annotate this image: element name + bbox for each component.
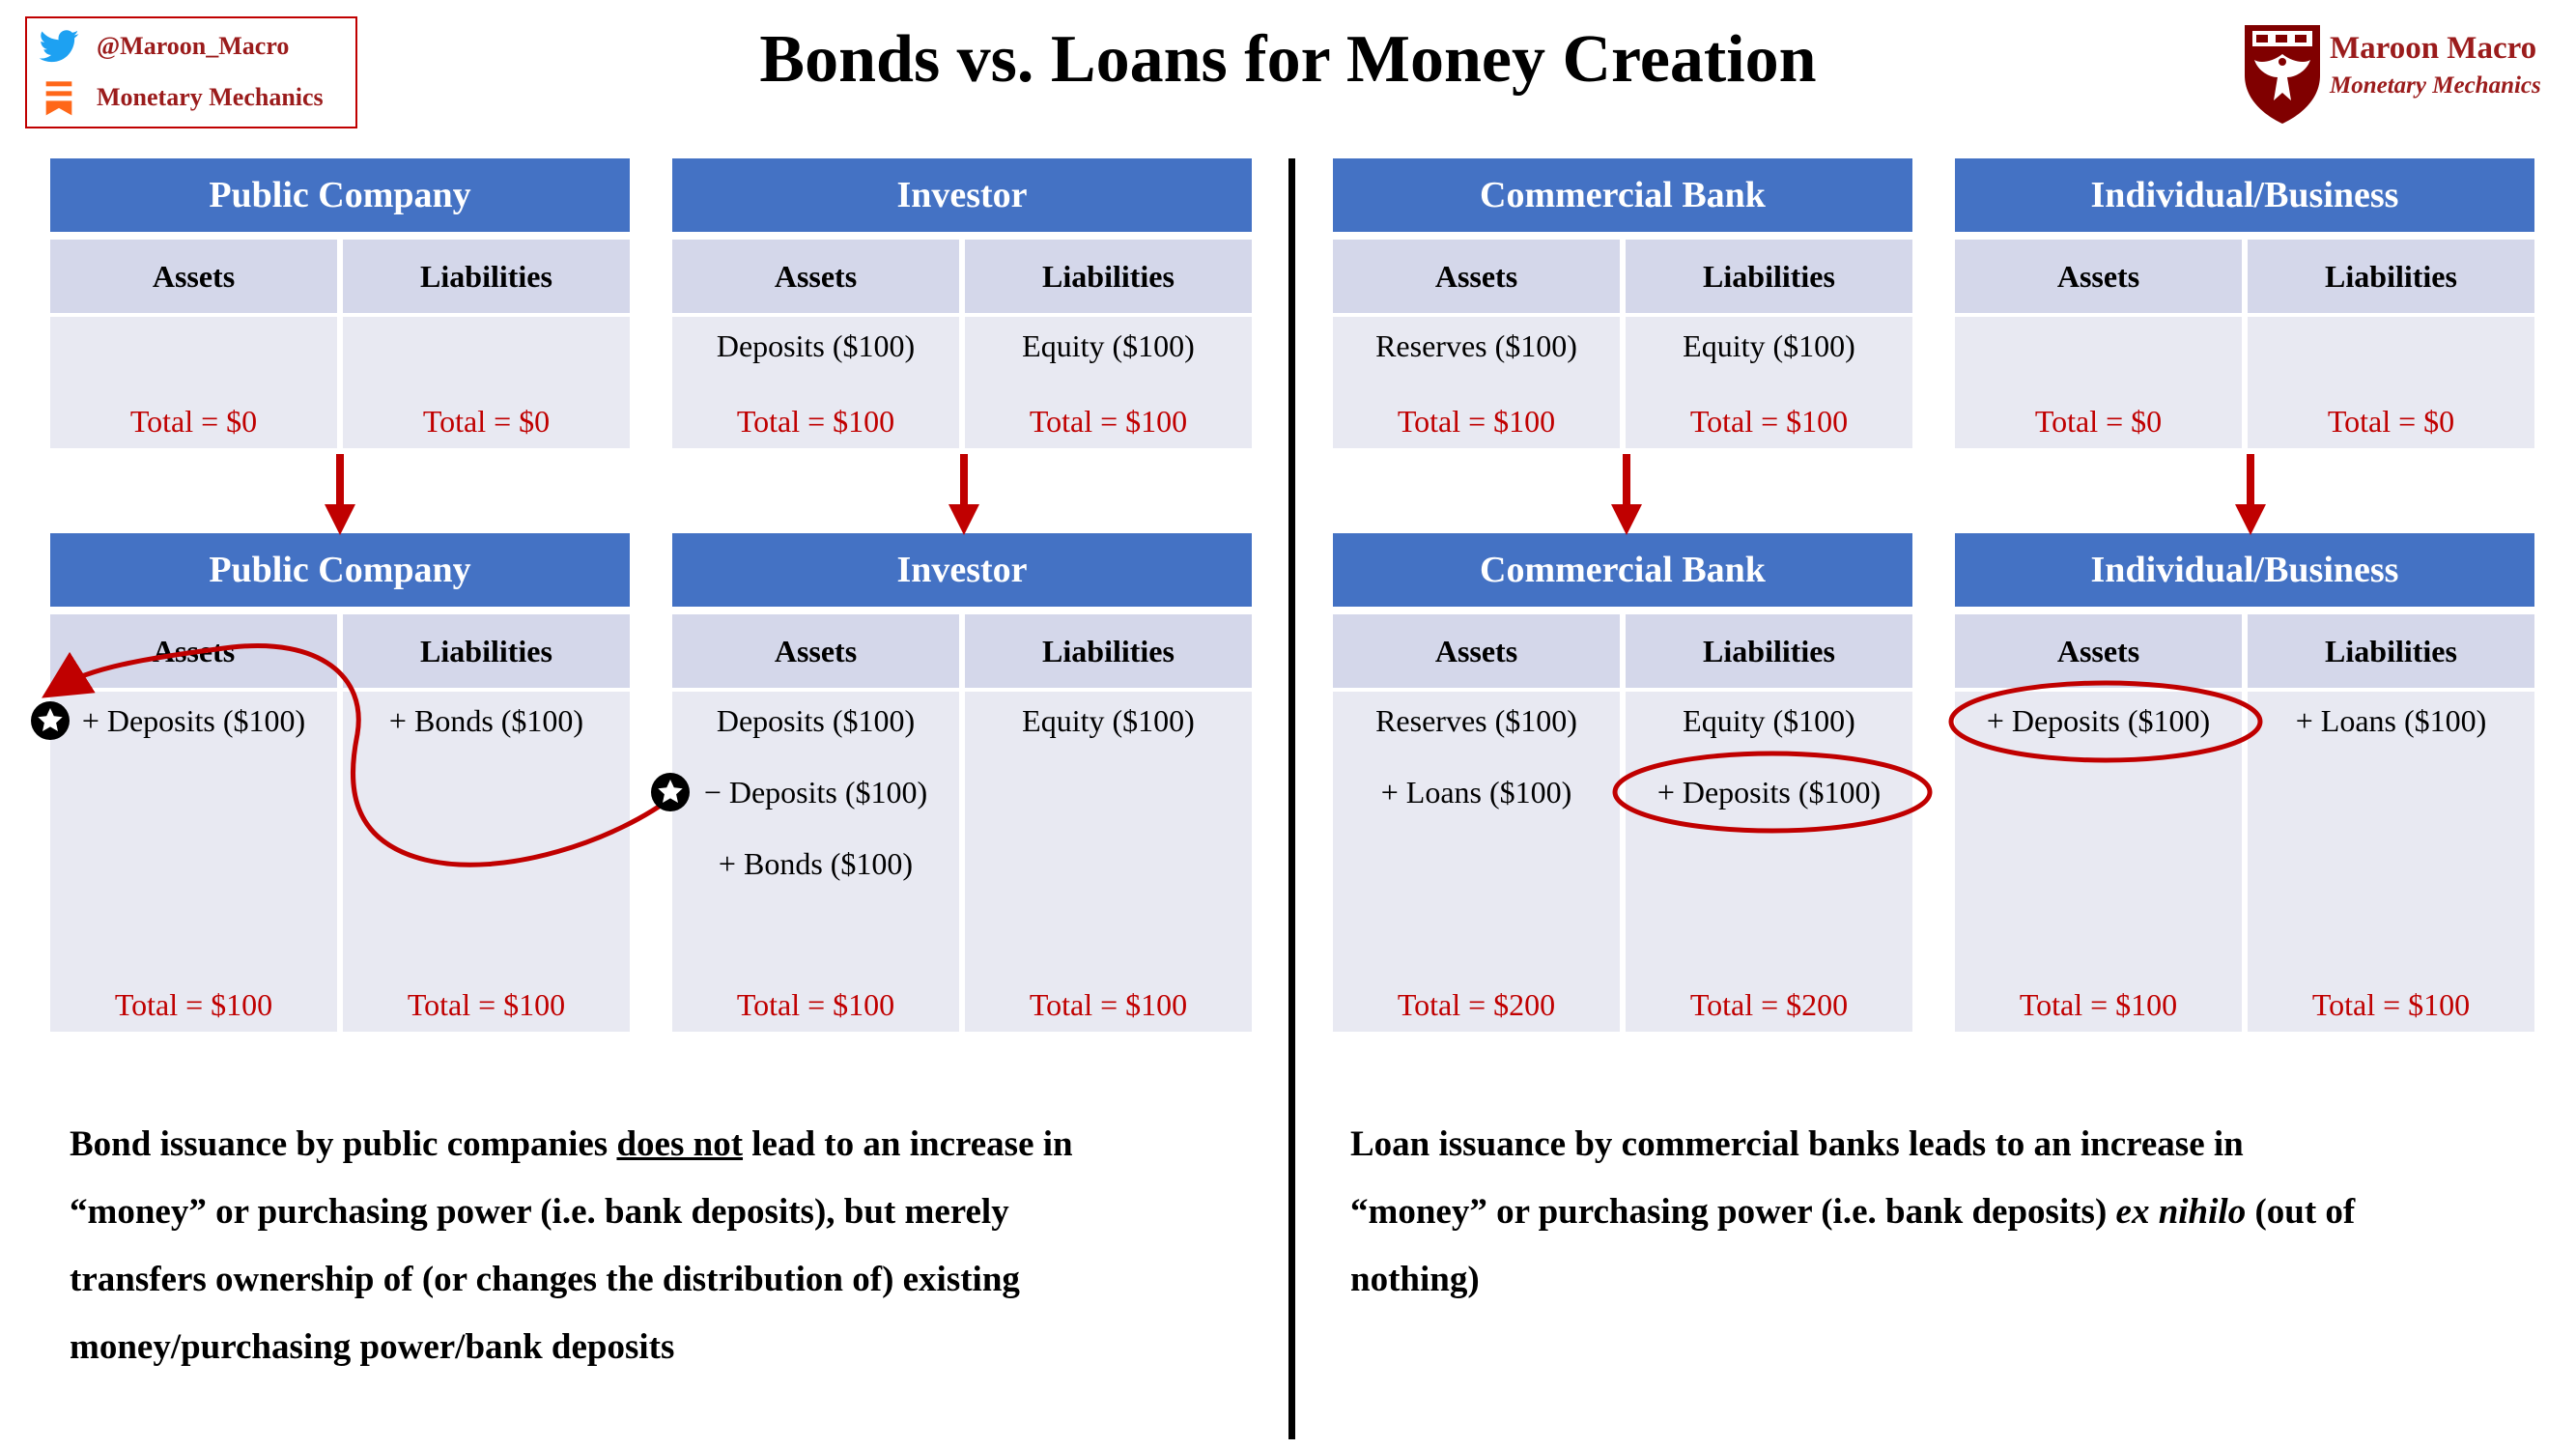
balance-sheet-ib-after xyxy=(1955,533,2534,1032)
liabilities-column xyxy=(343,240,630,439)
asset-entry: Deposits ($100) xyxy=(716,328,916,363)
liabilities-header: Liabilities xyxy=(1626,614,1912,688)
liabilities-cell xyxy=(965,317,1252,448)
page-title: Bonds vs. Loans for Money Creation xyxy=(759,22,1817,97)
asset-entry: Reserves ($100) xyxy=(1375,703,1577,738)
liability-entry: Equity ($100) xyxy=(1683,703,1855,738)
assets-cell xyxy=(50,317,337,448)
assets-cell xyxy=(672,317,959,448)
asset-entry: Deposits ($100) xyxy=(716,703,916,738)
assets-column xyxy=(672,240,959,439)
assets-total: Total = $100 xyxy=(2019,987,2178,1022)
liabilities-cell xyxy=(2248,317,2534,448)
liability-entry: Equity ($100) xyxy=(1022,328,1195,363)
assets-cell xyxy=(1955,317,2242,448)
asset-entry: + Deposits ($100) xyxy=(1986,703,2211,738)
down-arrow-icon xyxy=(2231,454,2270,535)
liabilities-header: Liabilities xyxy=(965,614,1252,688)
liabilities-header: Liabilities xyxy=(965,240,1252,313)
assets-column xyxy=(672,614,959,1022)
bond-caption xyxy=(70,1111,1258,1381)
assets-header: Assets xyxy=(1333,614,1620,688)
liabilities-header: Liabilities xyxy=(343,614,630,688)
brand-name: Maroon Macro xyxy=(2330,31,2537,66)
assets-column xyxy=(50,240,337,439)
assets-cell xyxy=(1333,692,1620,1032)
balance-sheet-ib-before xyxy=(1955,158,2534,448)
liabilities-column xyxy=(2248,240,2534,439)
assets-column xyxy=(1333,240,1620,439)
liabilities-header: Liabilities xyxy=(2248,614,2534,688)
table-title: Individual/Business xyxy=(1955,158,2534,232)
assets-cell xyxy=(672,692,959,1032)
down-arrow-icon xyxy=(945,454,983,535)
liabilities-column xyxy=(2248,614,2534,1022)
loan-caption xyxy=(1350,1111,2558,1314)
assets-header: Assets xyxy=(672,614,959,688)
assets-column xyxy=(1955,614,2242,1022)
liabilities-total: Total = $200 xyxy=(1689,987,1849,1022)
liabilities-total: Total = $100 xyxy=(1029,987,1188,1022)
assets-column xyxy=(1955,240,2242,439)
brand-logo xyxy=(2241,19,2569,130)
caption-text: Bond issuance by public companies xyxy=(70,1124,617,1164)
liabilities-total: Total = $0 xyxy=(2327,404,2455,439)
liabilities-total: Total = $100 xyxy=(1689,404,1849,439)
caption-text: “money” or purchasing power (i.e. bank deposits), but merely xyxy=(70,1192,1009,1232)
brand-subtitle: Monetary Mechanics xyxy=(2330,72,2541,99)
assets-header: Assets xyxy=(1333,240,1620,313)
liability-entry: + Loans ($100) xyxy=(2295,703,2487,738)
assets-cell xyxy=(1955,692,2242,1032)
assets-header: Assets xyxy=(672,240,959,313)
down-arrow-icon xyxy=(321,454,359,535)
university-crest-icon xyxy=(2241,19,2324,126)
asset-entry: + Loans ($100) xyxy=(1380,775,1572,810)
liabilities-column xyxy=(1626,614,1912,1022)
assets-cell xyxy=(50,692,337,1032)
caption-text: transfers ownership of (or changes the distribution of) existing xyxy=(70,1260,1020,1299)
liabilities-total: Total = $0 xyxy=(422,404,551,439)
table-title: Public Company xyxy=(50,533,630,607)
assets-header: Assets xyxy=(1955,240,2242,313)
asset-entry: − Deposits ($100) xyxy=(703,775,928,810)
assets-total: Total = $0 xyxy=(2034,404,2163,439)
liabilities-cell xyxy=(2248,692,2534,1032)
liability-entry: + Deposits ($100) xyxy=(1656,775,1882,810)
liabilities-header: Liabilities xyxy=(2248,240,2534,313)
liability-entry: Equity ($100) xyxy=(1683,328,1855,363)
caption-italic: ex nihilo xyxy=(2115,1192,2247,1232)
assets-cell xyxy=(1333,317,1620,448)
assets-total: Total = $100 xyxy=(1397,404,1556,439)
assets-column xyxy=(50,614,337,1022)
assets-header: Assets xyxy=(1955,614,2242,688)
table-title: Individual/Business xyxy=(1955,533,2534,607)
assets-total: Total = $100 xyxy=(736,404,895,439)
liabilities-column xyxy=(965,240,1252,439)
assets-header: Assets xyxy=(50,240,337,313)
table-title: Commercial Bank xyxy=(1333,533,1912,607)
balance-sheet-pc-before xyxy=(50,158,630,448)
liabilities-column xyxy=(1626,240,1912,439)
caption-text: nothing) xyxy=(1350,1260,1480,1299)
asset-entry: Reserves ($100) xyxy=(1375,328,1577,363)
liabilities-cell xyxy=(1626,317,1912,448)
assets-total: Total = $100 xyxy=(736,987,895,1022)
caption-text: money/purchasing power/bank deposits xyxy=(70,1327,675,1367)
asset-entry: + Deposits ($100) xyxy=(81,703,306,738)
caption-text: lead to an increase in xyxy=(743,1124,1073,1164)
liabilities-cell xyxy=(343,692,630,1032)
liabilities-total: Total = $100 xyxy=(1029,404,1188,439)
caption-text: “money” or purchasing power (i.e. bank deposits) xyxy=(1350,1192,2116,1232)
assets-total: Total = $100 xyxy=(114,987,273,1022)
liabilities-column xyxy=(965,614,1252,1022)
liabilities-cell xyxy=(965,692,1252,1032)
liabilities-cell xyxy=(343,317,630,448)
asset-entry: + Bonds ($100) xyxy=(718,846,914,881)
table-title: Investor xyxy=(672,158,1252,232)
table-title: Commercial Bank xyxy=(1333,158,1912,232)
liabilities-cell xyxy=(1626,692,1912,1032)
assets-total: Total = $0 xyxy=(129,404,258,439)
twitter-handle: @Maroon_Macro xyxy=(97,32,290,60)
substack-name: Monetary Mechanics xyxy=(97,83,324,111)
table-title: Investor xyxy=(672,533,1252,607)
assets-header: Assets xyxy=(50,614,337,688)
liability-entry: Equity ($100) xyxy=(1022,703,1195,738)
liabilities-total: Total = $100 xyxy=(2311,987,2471,1022)
liabilities-header: Liabilities xyxy=(1626,240,1912,313)
liabilities-header: Liabilities xyxy=(343,240,630,313)
assets-column xyxy=(1333,614,1620,1022)
liability-entry: + Bonds ($100) xyxy=(388,703,584,738)
caption-text: Loan issuance by commercial banks leads to an increase in xyxy=(1350,1124,2244,1164)
balance-sheet-inv-after xyxy=(672,533,1252,1032)
section-divider xyxy=(1288,158,1295,1439)
balance-sheet-pc-after xyxy=(50,533,630,1032)
balance-sheet-cb-before xyxy=(1333,158,1912,448)
balance-sheet-cb-after xyxy=(1333,533,1912,1032)
liabilities-total: Total = $100 xyxy=(407,987,566,1022)
balance-sheet-inv-before xyxy=(672,158,1252,448)
liabilities-column xyxy=(343,614,630,1022)
down-arrow-icon xyxy=(1607,454,1646,535)
caption-text: (out of xyxy=(2246,1192,2356,1232)
assets-total: Total = $200 xyxy=(1397,987,1556,1022)
caption-emphasis: does not xyxy=(616,1124,744,1164)
table-title: Public Company xyxy=(50,158,630,232)
